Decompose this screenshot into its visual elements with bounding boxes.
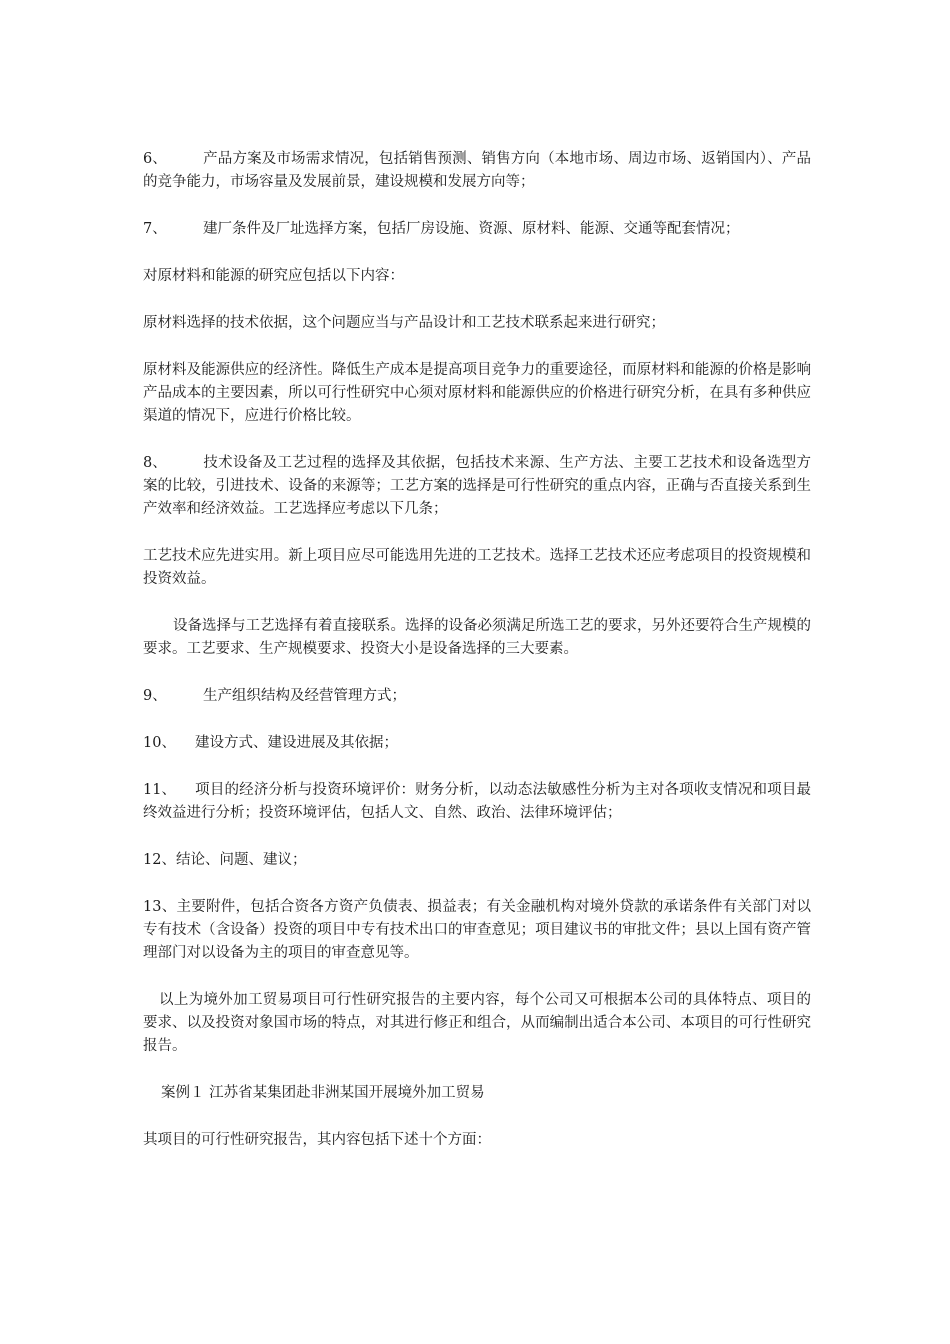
paragraph-text: 原材料选择的技术依据，这个问题应当与产品设计和工艺技术联系起来进行研究； (143, 315, 665, 331)
paragraph-equipment (143, 615, 811, 661)
item-number: 6、 (143, 151, 167, 167)
paragraph-summary (143, 989, 811, 1058)
paragraph-text: 案例１ 江苏省某集团赴非洲某国开展境外加工贸易 (161, 1085, 485, 1101)
paragraph-raw-materials-basis (143, 312, 811, 335)
paragraph-7 (143, 218, 811, 241)
paragraph-8 (143, 452, 811, 521)
paragraph-11 (143, 779, 811, 825)
paragraph-text: 以上为境外加工贸易项目可行性研究报告的主要内容，每个公司又可根据本公司的具体特点、项目的要求、以及投资对象国市场的特点，对其进行修正和组合，从而编制出适合本公司、本项目的可行性研究报告。 (143, 992, 811, 1054)
paragraph-text: 技术设备及工艺过程的选择及其依据，包括技术来源、生产方法、主要工艺技术和设备选型方案的比较，引进技术、设备的来源等；工艺方案的选择是可行性研究的重点内容，正确与否直接关系到生产效率和经济效益。工艺选择应考虑以下几条； (143, 455, 811, 517)
paragraph-13 (143, 896, 811, 965)
item-number: 9、 (143, 688, 167, 704)
paragraph-text: 设备选择与工艺选择有着直接联系。选择的设备必须满足所选工艺的要求，另外还要符合生产规模的要求。工艺要求、生产规模要求、投资大小是设备选择的三大要素。 (143, 618, 811, 657)
item-number: 10、 (143, 735, 176, 751)
item-number: 11、 (143, 782, 176, 798)
paragraph-raw-materials-economy (143, 359, 811, 428)
paragraph-text: 建设方式、建设进展及其依据； (195, 735, 398, 751)
paragraph-text: 对原材料和能源的研究应包括以下内容： (143, 268, 404, 284)
paragraph-text: 工艺技术应先进实用。新上项目应尽可能选用先进的工艺技术。选择工艺技术还应考虑项目的投资规模和投资效益。 (143, 548, 811, 587)
paragraph-text: 13、主要附件，包括合资各方资产负债表、损益表；有关金融机构对境外贷款的承诺条件有关部门对以专有技术（含设备）投资的项目中专有技术出口的审查意见；项目建议书的审批文件；县以上国有资产管理部门对以设备为主的项目的审查意见等。 (143, 899, 811, 961)
paragraph-text: 项目的经济分析与投资环境评价：财务分析，以动态法敏感性分析为主对各项收支情况和项目最终效益进行分析；投资环境评估，包括人文、自然、政治、法律环境评估； (143, 782, 811, 821)
item-number: 7、 (143, 221, 167, 237)
paragraph-text: 产品方案及市场需求情况，包括销售预测、销售方向（本地市场、周边市场、返销国内）、产品的竞争能力，市场容量及发展前景，建设规模和发展方向等； (143, 151, 811, 190)
paragraph-6 (143, 148, 811, 194)
paragraph-10 (143, 732, 811, 755)
paragraph-case-intro (143, 1129, 811, 1152)
paragraph-text: 原材料及能源供应的经济性。降低生产成本是提高项目竞争力的重要途径，而原材料和能源的价格是影响产品成本的主要因素，所以可行性研究中心须对原材料和能源供应的价格进行研究分析，在具有多种供应渠道的情况下，应进行价格比较。 (143, 362, 811, 424)
paragraph-12 (143, 849, 811, 872)
paragraph-text: 其项目的可行性研究报告，其内容包括下述十个方面： (143, 1132, 491, 1148)
paragraph-raw-materials-intro (143, 265, 811, 288)
paragraph-case-title (143, 1082, 811, 1105)
document-body (143, 148, 811, 1176)
paragraph-text: 生产组织结构及经营管理方式； (203, 688, 406, 704)
paragraph-process-tech (143, 545, 811, 591)
paragraph-text: 建厂条件及厂址选择方案，包括厂房设施、资源、原材料、能源、交通等配套情况； (203, 221, 740, 237)
paragraph-9 (143, 685, 811, 708)
item-number: 8、 (143, 455, 167, 471)
paragraph-text: 12、结论、问题、建议； (143, 852, 307, 868)
